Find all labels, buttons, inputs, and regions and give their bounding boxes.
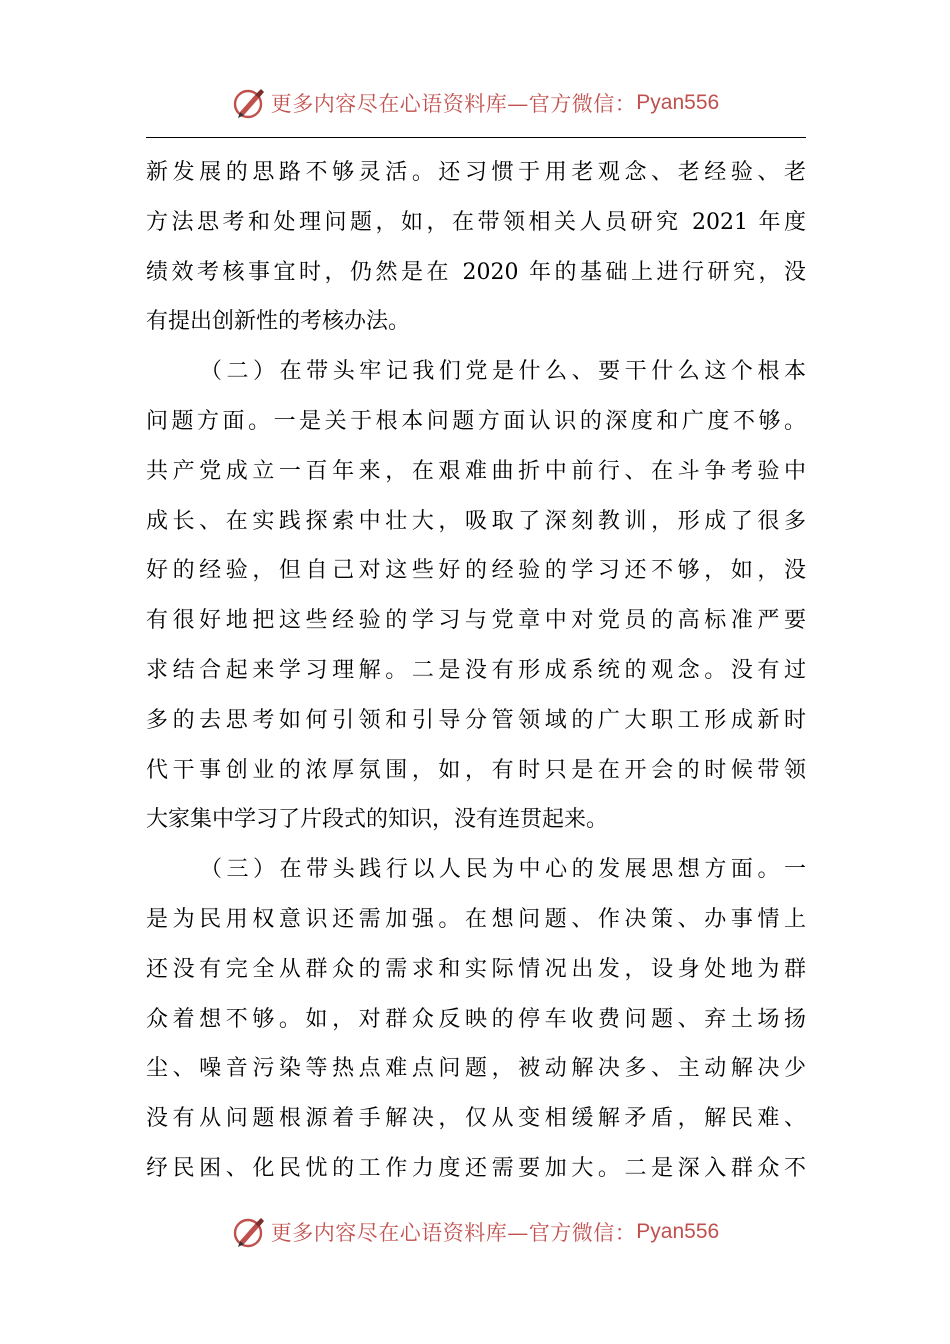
text-line: 还没有完全从群众的需求和实际情况出发，设身处地为群 (146, 956, 806, 982)
text-line: 众着想不够。如，对群众反映的停车收费问题、弃土场扬 (146, 1006, 806, 1032)
text-line: 代干事创业的浓厚氛围，如，有时只是在开会的时候带领 (146, 757, 806, 783)
text-line: 是为民用权意识还需加强。在想问题、作决策、办事情上 (146, 906, 806, 932)
text-line: 纾民困、化民忧的工作力度还需要加大。二是深入群众不 (146, 1155, 806, 1181)
wechat-id: Pyan556 (636, 91, 720, 114)
header-watermark-banner (0, 83, 950, 123)
text-line: 问题方面。一是关于根本问题方面认识的深度和广度不够。 (146, 408, 806, 434)
text-line: 新发展的思路不够灵活。还习惯于用老观念、老经验、老 (146, 160, 806, 185)
footer-watermark-banner (0, 1212, 950, 1252)
text-line: 大家集中学习了片段式的知识，没有连贯起来。 (146, 807, 609, 833)
wechat-id: Pyan556 (636, 1220, 720, 1243)
text-line: 好的经验，但自己对这些好的经验的学习还不够，如，没 (146, 558, 806, 584)
banner-text: 更多内容尽在心语资料库—官方微信： (270, 92, 637, 116)
text-line: 成长、在实践探索中壮大，吸取了深刻教训，形成了很多 (146, 508, 806, 534)
text-line: 绩效考核事宜时，仍然是在 2020 年的基础上进行研究，没 (146, 259, 806, 285)
section-heading-line: （三）在带头践行以人民为中心的发展思想方面。一 (200, 857, 806, 883)
section-heading-line: （二）在带头牢记我们党是什么、要干什么这个根本 (200, 359, 806, 385)
document-body (146, 148, 806, 1194)
pen-logo-icon (231, 1214, 267, 1250)
banner-text: 更多内容尽在心语资料库—官方微信： (270, 1221, 637, 1245)
text-line: 没有从问题根源着手解决，仅从变相缓解矛盾，解民难、 (146, 1106, 806, 1132)
pen-logo-icon (231, 85, 267, 121)
text-line: 共产党成立一百年来，在艰难曲折中前行、在斗争考验中 (146, 458, 806, 484)
text-line: 有提出创新性的考核办法。 (146, 309, 411, 335)
text-line: 尘、噪音污染等热点难点问题，被动解决多、主动解决少 (146, 1056, 806, 1082)
text-line: 方法思考和处理问题，如，在带领相关人员研究 2021 年度 (146, 209, 806, 235)
text-line: 求结合起来学习理解。二是没有形成系统的观念。没有过 (146, 657, 806, 683)
text-line: 多的去思考如何引领和引导分管领域的广大职工形成新时 (146, 707, 806, 733)
text-line: 有很好地把这些经验的学习与党章中对党员的高标准严要 (146, 608, 806, 634)
header-divider (146, 137, 806, 138)
